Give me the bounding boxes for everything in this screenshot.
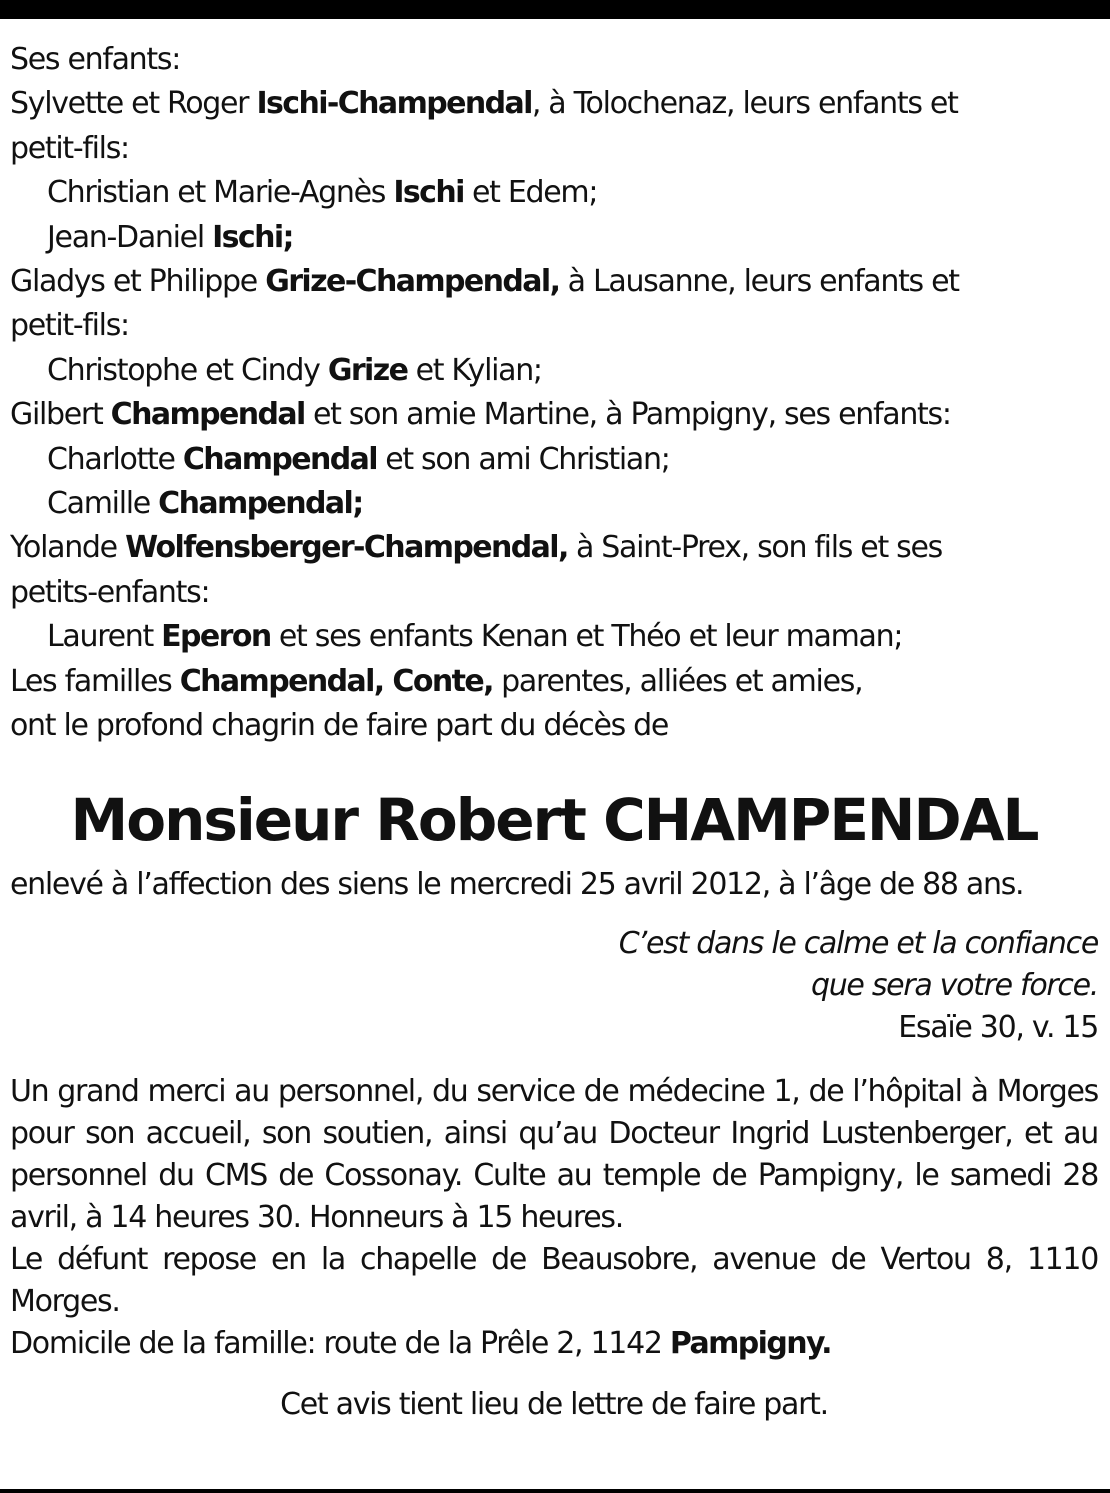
grandchild-entry xyxy=(10,171,1098,215)
text: Sylvette et Roger xyxy=(10,86,257,122)
family-name: Grize xyxy=(327,352,408,388)
intro-line: Ses enfants: xyxy=(10,42,180,77)
text: Jean-Daniel xyxy=(47,219,213,255)
bottom-rule xyxy=(0,1489,1110,1493)
family-name: Grize-Champendal, xyxy=(265,264,560,300)
bible-verse xyxy=(10,923,1098,1049)
family-name: Ischi xyxy=(393,175,464,211)
families-line xyxy=(10,660,1098,704)
family-entry-cont: petit-fils: xyxy=(10,130,129,166)
service-text: Culte au temple de Pampigny, le samedi 28 avril, à 14 heures 30. Honneurs à 15 heures. xyxy=(10,1157,1098,1235)
closing-paragraph xyxy=(10,1071,1098,1365)
verse-line-1: C’est dans le calme et la confiance xyxy=(618,925,1098,961)
text: Gladys et Philippe xyxy=(10,264,266,300)
family-entry-cont: petits-enfants: xyxy=(10,574,210,610)
family-name: Champendal xyxy=(182,441,377,477)
family-entry-champendal xyxy=(10,393,1098,437)
text: Charlotte xyxy=(47,441,183,477)
rest-text: Le défunt repose en la chapelle de Beausobre, avenue de Vertou 8, 1110 Morges. xyxy=(10,1241,1098,1319)
text: Domicile de la famille: route de la Prêle 2, 1142 xyxy=(10,1325,670,1361)
family-name: Ischi; xyxy=(212,219,293,255)
text: à Lausanne, leurs enfants et xyxy=(559,264,959,300)
family-entry-grize xyxy=(10,260,1098,304)
family-name: Ischi-Champendal xyxy=(256,86,532,122)
grandchild-entry xyxy=(10,615,1098,659)
text: et Edem; xyxy=(463,175,598,211)
closing-line: Cet avis tient lieu de lettre de faire part. xyxy=(280,1386,828,1422)
text: et ses enfants Kenan et Théo et leur maman; xyxy=(270,619,903,655)
text: et son amie Martine, à Pampigny, ses enfants: xyxy=(304,397,951,433)
text: Les familles xyxy=(10,663,180,699)
passing-line: enlevé à l’affection des siens le mercredi 25 avril 2012, à l’âge de 88 ans. xyxy=(10,866,1024,902)
text: à Saint-Prex, son fils et ses xyxy=(567,530,942,566)
text: Christophe et Cindy xyxy=(47,352,328,388)
thanks-text: Un grand merci au personnel, du service de médecine 1, de l’hôpital à Morges pour son accueil, son soutien, ainsi qu’au Docteur Ingrid Lustenberger, et au personnel du CMS de Cossonay. xyxy=(10,1073,1098,1193)
deceased-name: Monsieur Robert CHAMPENDAL xyxy=(70,785,1038,854)
text: Camille xyxy=(47,486,159,522)
verse-reference: Esaïe 30, v. 15 xyxy=(898,1009,1098,1045)
family-entry-wolfensberger xyxy=(10,526,1098,570)
place-name: Pampigny. xyxy=(669,1325,831,1361)
text: parentes, alliées et amies, xyxy=(492,663,863,699)
domicile-text xyxy=(10,1326,831,1361)
grandchild-entry xyxy=(10,216,1098,260)
text: Gilbert xyxy=(10,397,111,433)
family-name: Champendal, Conte, xyxy=(179,663,493,699)
obituary-notice xyxy=(10,38,1098,1427)
family-name: Champendal; xyxy=(158,486,363,522)
family-name: Wolfensberger-Champendal, xyxy=(125,530,568,566)
family-name: Eperon xyxy=(161,619,271,655)
family-entry-cont: petit-fils: xyxy=(10,308,129,344)
announcement-line: ont le profond chagrin de faire part du décès de xyxy=(10,708,669,744)
grandchild-entry xyxy=(10,482,1098,526)
text: et son ami Christian; xyxy=(376,441,670,477)
grandchild-entry xyxy=(10,438,1098,482)
text: Christian et Marie-Agnès xyxy=(47,175,394,211)
family-name: Champendal xyxy=(110,397,305,433)
family-entry-ischi xyxy=(10,82,1098,126)
text: , à Tolochenaz, leurs enfants et xyxy=(531,86,958,122)
text: et Kylian; xyxy=(407,352,542,388)
text: Yolande xyxy=(10,530,126,566)
text: Laurent xyxy=(47,619,162,655)
top-rule xyxy=(0,0,1110,19)
grandchild-entry xyxy=(10,349,1098,393)
verse-line-2: que sera votre force. xyxy=(810,967,1098,1003)
